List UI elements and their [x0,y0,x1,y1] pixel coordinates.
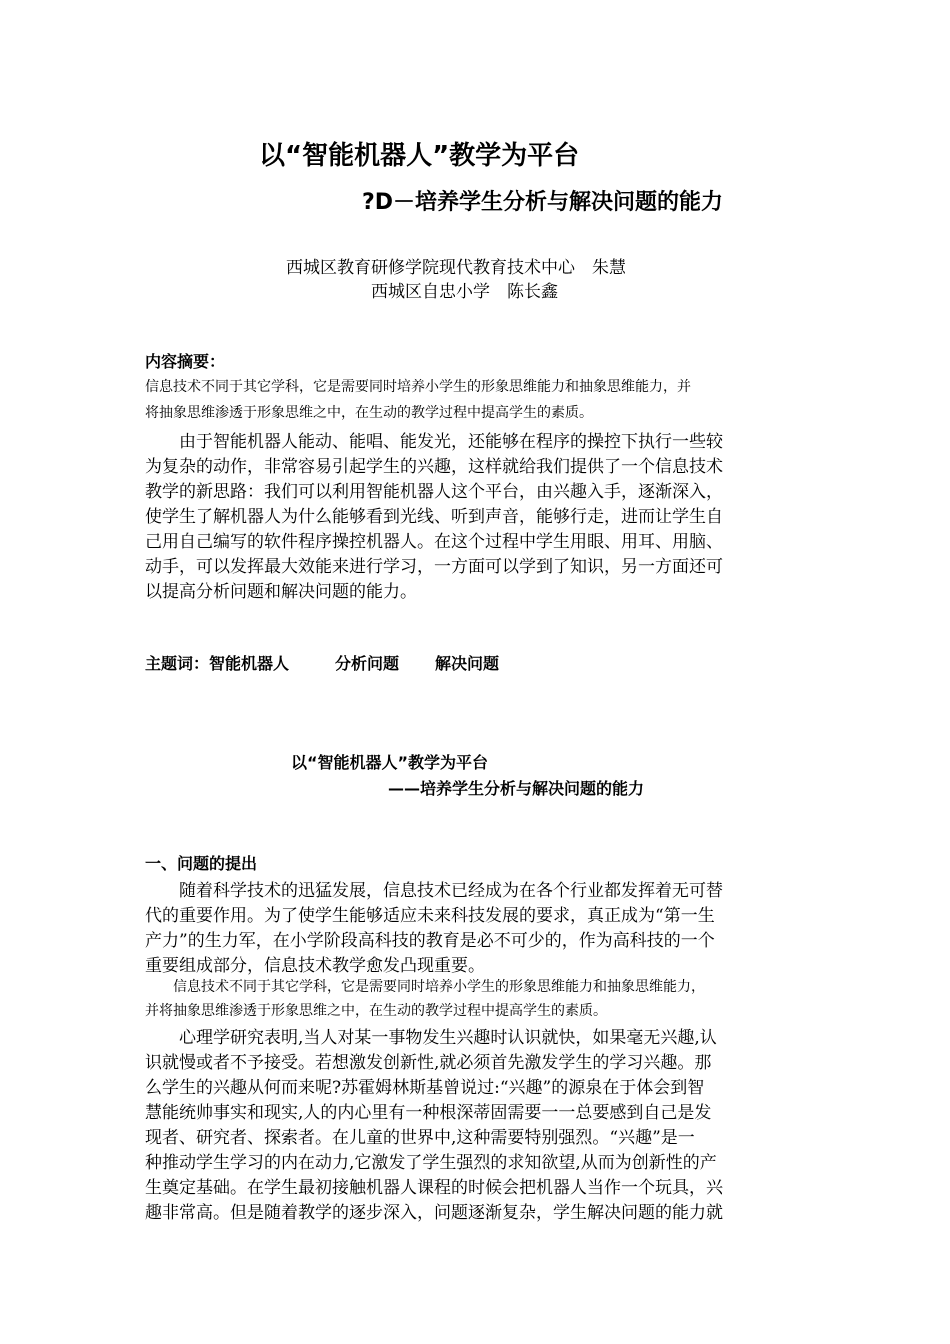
section-subtitle: ——培养学生分析与解决问题的能力 [388,779,645,798]
keywords-line [145,651,499,674]
paragraph-line: 产力”的生力军，在小学阶段高科技的教育是必不可少的，作为高科技的一个 [145,931,715,951]
paragraph-line: 种推动学生学习的内在动力,它激发了学生强烈的求知欲望,从而为创新性的产 [145,1153,717,1173]
section-title: 以“智能机器人”教学为平台 [291,753,489,772]
paragraph-line: 趣非常高。但是随着教学的逐步深入，问题逐渐复杂，学生解决问题的能力就 [145,1203,723,1223]
paragraph-small-line: 信息技术不同于其它学科，它是需要同时培养小学生的形象思维能力和抽象思维能力， [145,979,705,995]
keywords-label: 主题词： [145,654,210,673]
abstract-line: 己用自己编写的软件程序操控机器人。在这个过程中学生用眼、用耳、用脑、 [145,532,723,552]
author-line: 西城区自忠小学 陈长鑫 [371,282,558,302]
abstract-line: 由于智能机器人能动、能唱、能发光，还能够在程序的操控下执行一些较 [145,432,723,452]
section-heading: 一、问题的提出 [145,854,258,873]
abstract-line: 以提高分析问题和解决问题的能力。 [145,582,417,602]
paragraph-line: 慧能统帅事实和现实,人的内心里有一种根深蒂固需要一一总要感到自己是发 [145,1103,712,1123]
paragraph-line: 识就慢或者不予接受。若想激发创新性,就必须首先激发学生的学习兴趣。那 [145,1053,712,1073]
paragraph-line: 代的重要作用。为了使学生能够适应未来科技发展的要求，真正成为“第一生 [145,906,715,926]
paragraph-line: 现者、研究者、探索者。在儿童的世界中,这种需要特别强烈。“兴趣”是一 [145,1128,695,1148]
abstract-line: 使学生了解机器人为什么能够看到光线、听到声音，能够行走，进而让学生自 [145,507,723,527]
keyword: 智能机器人 [209,654,290,673]
paragraph-line: 生奠定基础。在学生最初接触机器人课程的时候会把机器人当作一个玩具，兴 [145,1178,723,1198]
author-line: 西城区教育研修学院现代教育技术中心 朱慧 [286,258,626,278]
abstract-label: 内容摘要： [145,352,226,371]
document-title: 以“智能机器人”教学为平台 [259,141,580,171]
keyword: 解决问题 [435,654,500,673]
paragraph-line: 心理学研究表明,当人对某一事物发生兴趣时认识就快，如果毫无兴趣,认 [145,1028,717,1048]
document-subtitle: ?D－培养学生分析与解决问题的能力 [362,190,724,215]
paragraph-small-line: 并将抽象思维渗透于形象思维之中，在生动的教学过程中提高学生的素质。 [145,1003,607,1019]
paragraph-line: 么学生的兴趣从何而来呢?苏霍姆林斯基曾说过:“兴趣”的源泉在于体会到智 [145,1078,705,1098]
abstract-line: 为复杂的动作，非常容易引起学生的兴趣，这样就给我们提供了一个信息技术 [145,457,723,477]
keyword: 分析问题 [335,654,400,673]
paragraph-line: 随着科学技术的迅猛发展，信息技术已经成为在各个行业都发挥着无可替 [145,881,723,901]
abstract-line: 教学的新思路：我们可以利用智能机器人这个平台，由兴趣入手，逐渐深入， [145,482,723,502]
abstract-small-line: 信息技术不同于其它学科，它是需要同时培养小学生的形象思维能力和抽象思维能力，并 [145,379,691,395]
abstract-line: 动手，可以发挥最大效能来进行学习，一方面可以学到了知识，另一方面还可 [145,557,723,577]
paragraph-line: 重要组成部分，信息技术教学愈发凸现重要。 [145,956,485,976]
abstract-small-line: 将抽象思维渗透于形象思维之中，在生动的教学过程中提高学生的素质。 [145,405,593,421]
